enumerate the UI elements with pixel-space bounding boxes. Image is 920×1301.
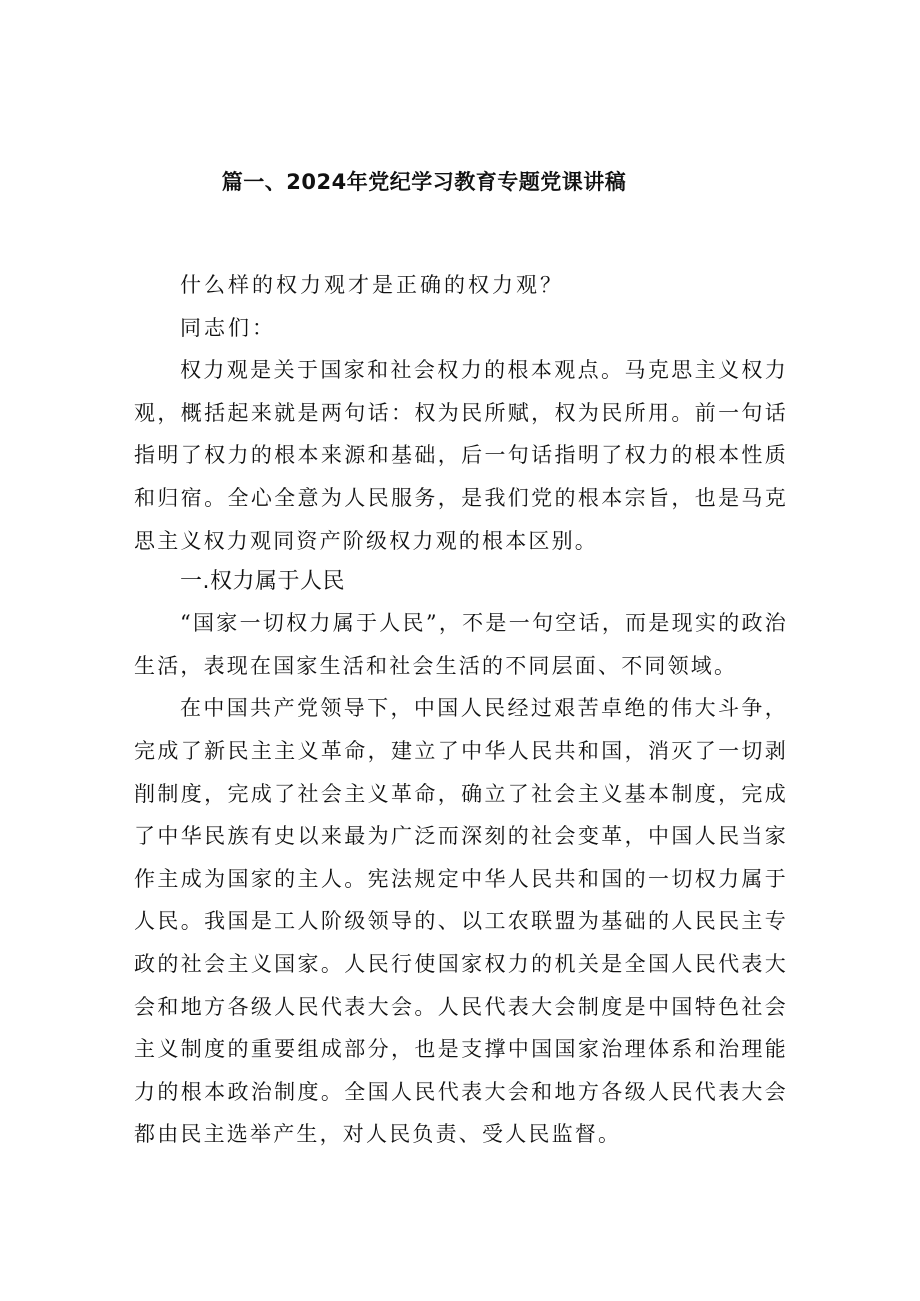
salutation: 同志们： [180,315,276,340]
section-paragraph-2: 在中国共产党领导下，中国人民经过艰苦卓绝的伟大斗争，完成了新民主主义革命，建立了中华人民共和国，消灭了一切剥削制度，完成了社会主义革命，确立了社会主义基本制度，完成了中华民族有史以来最为广泛而深刻的社会变革，中国人民当家作主成为国家的主人。宪法规定中华人民共和国的一切权力属于人民。我国是工人阶级领导的、以工农联盟为基础的人民民主专政的社会主义国家。人民行使国家权力的机关是全国人民代表大会和地方各级人民代表大会。人民代表大会制度是中国特色社会主义制度的重要组成部分，也是支撑中国国家治理体系和治理能力的根本政治制度。全国人民代表大会和地方各级人民代表大会都由民主选举产生，对人民负责、受人民监督。 [134,696,788,1147]
document-title: 篇一、2024年党纪学习教育专题党课讲稿 [221,170,627,194]
intro-paragraph: 权力观是关于国家和社会权力的根本观点。马克思主义权力观，概括起来就是两句话：权为民所赋，权为民所用。前一句话指明了权力的根本来源和基础，后一句话指明了权力的根本性质和归宿。全心全意为人民服务，是我们党的根本宗旨，也是马克思主义权力观同资产阶级权力观的根本区别。 [134,358,788,553]
document-body [134,264,788,1156]
section-paragraph-1: “国家一切权力属于人民”，不是一句空话，而是现实的政治生活，表现在国家生活和社会生活的不同层面、不同领域。 [134,611,788,678]
section-heading: 一.权力属于人民 [180,569,345,595]
question-line: 什么样的权力观才是正确的权力观？ [180,273,564,297]
